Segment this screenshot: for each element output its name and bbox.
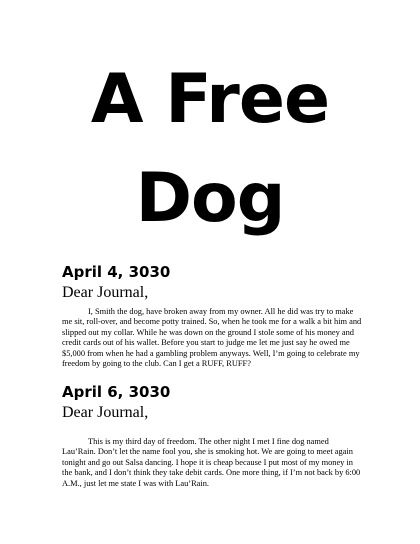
title-line-1: A Free — [90, 60, 330, 139]
entry-greeting: Dear Journal, — [62, 404, 149, 421]
entry-body: This is my third day of freedom. The other night I met I fine dog named Lau’Rain. Don’t let the name fool you, she is smoking hot. We are going to meet again tonight and go out Salsa dancing. I hope it is cheap because I put most of my money in the bank, and I don’t think they take debit cards. One more thing, if I’m not back by 6:00 A.M., just let me state I was with Lau’Rain. — [62, 437, 361, 488]
entry-body: I, Smith the dog, have broken away from my owner. All he did was try to make me sit, roll-over, and become potty trained. So, when he took me for a walk a bit him and slipped out my collar. While he was down on the ground I stole some of his money and credit cards out of his wallet. Before you start to judge me let me just say he owed me $5,000 from when he had a gambling problem anyways. Well, I’m going to celebrate my freedom by going to the club. Can I get a RUFF, RUFF? — [62, 307, 362, 369]
entry-greeting: Dear Journal, — [62, 284, 149, 301]
entry-date: April 4, 3030 — [62, 263, 171, 281]
title-line-2: Dog — [135, 159, 285, 238]
entry-date: April 6, 3030 — [62, 383, 171, 401]
